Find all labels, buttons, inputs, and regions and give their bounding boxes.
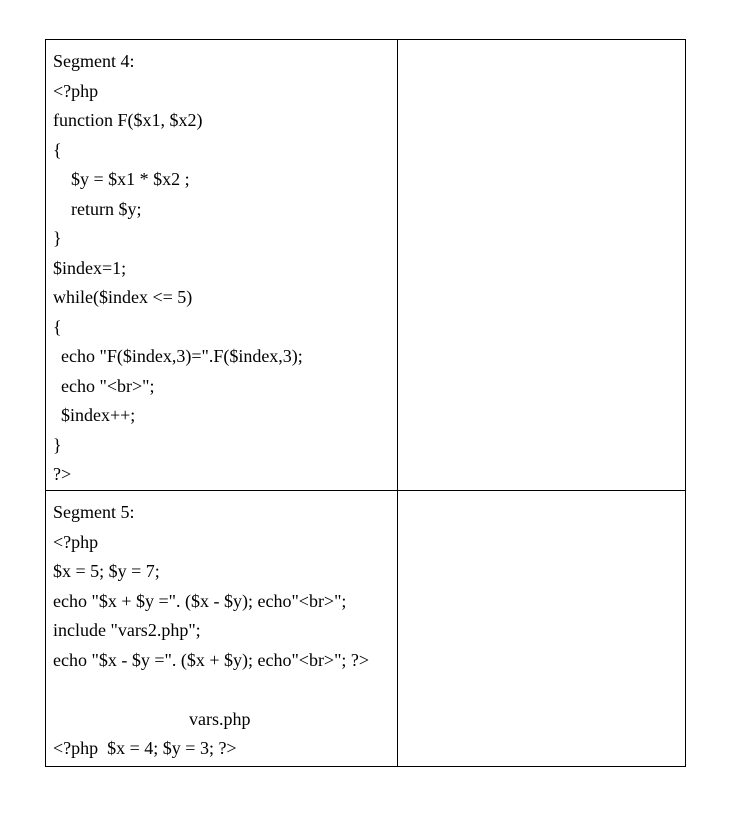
code-line: echo "$x + $y =". ($x - $y); echo"<br>"; bbox=[53, 590, 347, 611]
code-line: $index++; bbox=[61, 405, 136, 425]
code-line: <?php bbox=[53, 80, 99, 101]
code-line: ?> bbox=[53, 464, 72, 484]
segment-4-answer-cell bbox=[398, 40, 686, 491]
vars-file-label: vars.php bbox=[189, 708, 251, 729]
segment-4-code-block bbox=[46, 40, 397, 490]
segment-5-row bbox=[46, 491, 686, 767]
code-line: return $y; bbox=[71, 198, 142, 219]
code-line: $index=1; bbox=[53, 257, 127, 278]
segment-4-title: Segment 4: bbox=[53, 51, 135, 71]
code-line: <?php $x = 4; $y = 3; ?> bbox=[53, 738, 237, 758]
segment-5-code-cell bbox=[46, 491, 398, 767]
segment-5-answer-cell bbox=[398, 491, 686, 767]
code-line: { bbox=[53, 316, 62, 337]
code-line: echo "<br>"; bbox=[61, 375, 155, 396]
code-line: while($index <= 5) bbox=[53, 287, 193, 307]
segment-5-title: Segment 5: bbox=[53, 502, 135, 522]
code-line: $x = 5; $y = 7; bbox=[53, 561, 160, 581]
code-line: } bbox=[53, 434, 62, 455]
segment-5-code-block bbox=[46, 491, 397, 764]
blank-line bbox=[53, 675, 397, 705]
exercise-table bbox=[45, 39, 686, 767]
code-line: { bbox=[53, 139, 62, 160]
code-line: echo "$x - $y =". ($x + $y); echo"<br>"; ?> bbox=[53, 649, 370, 670]
code-line: $y = $x1 * $x2 ; bbox=[71, 169, 190, 189]
code-line: include "vars2.php"; bbox=[53, 620, 201, 640]
code-line: <?php bbox=[53, 531, 99, 552]
segment-4-code-cell bbox=[46, 40, 398, 491]
code-line: echo "F($index,3)=".F($index,3); bbox=[61, 346, 303, 366]
segment-4-row bbox=[46, 40, 686, 491]
code-line: function F($x1, $x2) bbox=[53, 110, 203, 130]
code-line: } bbox=[53, 228, 62, 248]
